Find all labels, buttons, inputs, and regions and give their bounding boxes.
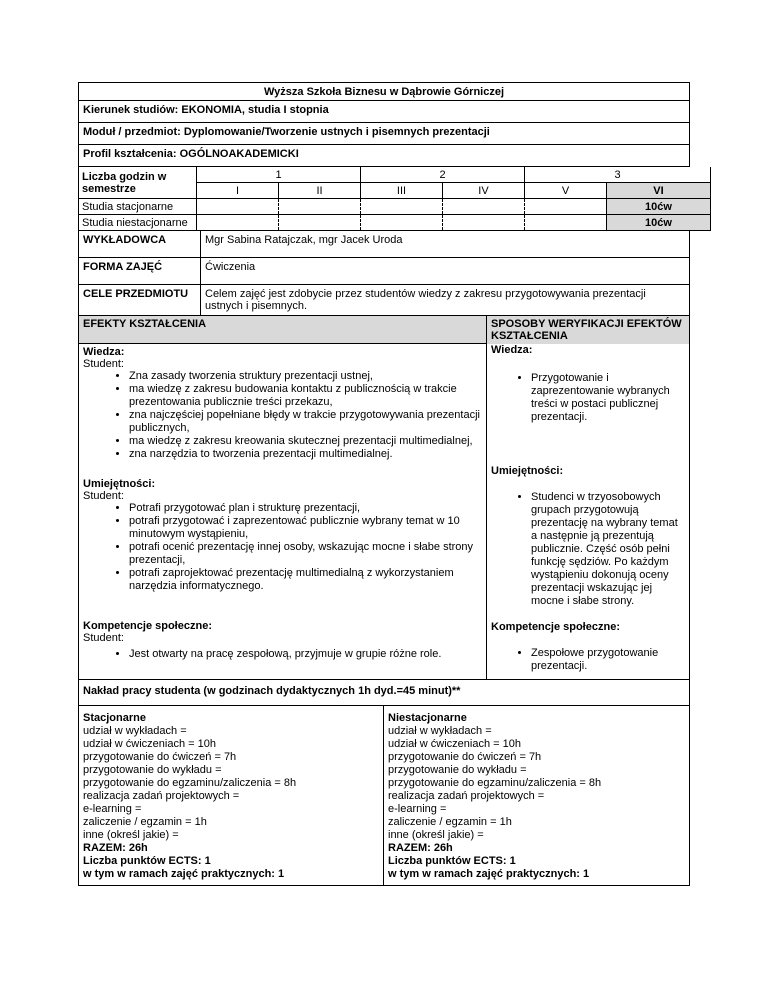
list-item: • Zespołowe przygotowanie prezentacji. <box>531 647 681 673</box>
knowledge-verify-list <box>487 372 689 424</box>
hours-label: Liczba godzin w semestrze <box>79 167 197 199</box>
list-item: • Przygotowanie i zaprezentowanie wybranych treści w postaci publicznej prezentacji. <box>531 372 681 424</box>
year-1: 1 <box>197 167 361 183</box>
cell <box>279 215 361 231</box>
list-item: • Studenci w trzyosobowych grupach przygotowują prezentację na wybrany temat a następnie ją prezentują publicznie. Część osób pełni funkcję sędziów. Po każdym wystąpieniu dokonują oceny prezentacji wskazując jej mocne i słabe strony. <box>531 491 681 608</box>
list-item: inne (określ jakie) = <box>388 829 484 841</box>
knowledge-verification <box>487 344 689 465</box>
social-verification <box>487 621 689 679</box>
knowledge-verify-title: Wiedza: <box>491 344 533 356</box>
verification-header: SPOSOBY WERYFIKACJI EFEKTÓW KSZTAŁCENIA <box>487 316 689 344</box>
form-label: FORMA ZAJĘĆ <box>79 258 201 284</box>
cell-hours-part-time: 10ćw <box>607 215 711 231</box>
effects-column <box>79 316 487 679</box>
cell <box>197 199 279 215</box>
semester-1: I <box>197 183 279 199</box>
form-value: Ćwiczenia <box>205 261 256 273</box>
list-item: zaliczenie / egzamin = 1h <box>388 816 512 828</box>
semester-3: III <box>361 183 443 199</box>
list-item: przygotowanie do egzaminu/zaliczenia = 8h <box>388 777 602 789</box>
knowledge-list <box>79 370 486 461</box>
list-item: realizacja zadań projektowych = <box>388 790 545 802</box>
list-item: • Zna zasady tworzenia struktury prezentacji ustnej, <box>129 370 486 383</box>
knowledge-section <box>79 344 486 464</box>
list-item: • Potrafi przygotować plan i strukturę prezentacji, <box>129 502 486 515</box>
workload-title: Nakład pracy studenta (w godzinach dydaktycznych 1h dyd.=45 minut)** <box>78 680 690 706</box>
table-row <box>79 199 711 215</box>
cell <box>443 199 525 215</box>
lecturer-value: Mgr Sabina Ratajczak, mgr Jacek Uroda <box>205 234 403 246</box>
goals-value: Celem zajęć jest zdobycie przez studentów wiedzy z zakresu przygotowywania prezentacji ustnych i pisemnych. <box>205 288 646 312</box>
list-item: udział w wykładach = <box>83 725 187 737</box>
workload-practical: w tym w ramach zajęć praktycznych: 1 <box>83 868 285 880</box>
semester-4: IV <box>443 183 525 199</box>
skills-title: Umiejętności: <box>83 478 156 490</box>
form-row <box>78 258 690 285</box>
year-3: 3 <box>525 167 711 183</box>
goals-label: CELE PRZEDMIOTU <box>79 285 201 315</box>
workload-column-title: Stacjonarne <box>83 712 146 724</box>
skills-verify-title: Umiejętności: <box>491 465 564 477</box>
learning-effects <box>78 316 690 680</box>
workload-practical: w tym w ramach zajęć praktycznych: 1 <box>388 868 590 880</box>
social-verify-list <box>487 647 689 673</box>
list-item: • potrafi przygotować i zaprezentować publicznie wybrany temat w 10 minutowym wystąpieniu, <box>129 515 486 541</box>
verification-column <box>487 316 689 679</box>
workload-ects: Liczba punktów ECTS: 1 <box>388 855 516 867</box>
study-profile: Profil kształcenia: OGÓLNOAKADEMICKI <box>78 145 690 167</box>
skills-list <box>79 502 486 593</box>
cell <box>443 215 525 231</box>
cell-hours-stationary: 10ćw <box>607 199 711 215</box>
workload-total: RAZEM: 26h <box>83 842 148 854</box>
field-of-study: Kierunek studiów: EKONOMIA, studia I stopnia <box>78 101 690 123</box>
list-item: przygotowanie do egzaminu/zaliczenia = 8h <box>83 777 297 789</box>
semester-hours-table <box>78 167 711 231</box>
list-item: udział w wykładach = <box>388 725 492 737</box>
workload-column-title: Niestacjonarne <box>388 712 467 724</box>
list-item: • ma wiedzę z zakresu budowania kontaktu z publicznością w trakcie prezentowania publicznie treści przekazu, <box>129 383 486 409</box>
list-item: • zna narzędzia to tworzenia prezentacji multimedialnej. <box>129 448 486 461</box>
list-item: zaliczenie / egzamin = 1h <box>83 816 207 828</box>
list-item: • potrafi zaprojektować prezentację multimedialną z wykorzystaniem narzędzia informatycznego. <box>129 567 486 593</box>
social-verify-title: Kompetencje społeczne: <box>491 621 620 633</box>
workload-ects: Liczba punktów ECTS: 1 <box>83 855 211 867</box>
lecturer-row <box>78 231 690 258</box>
social-section <box>79 620 486 678</box>
cell <box>525 199 607 215</box>
list-item: inne (określ jakie) = <box>83 829 179 841</box>
social-list <box>79 648 486 661</box>
list-item: • ma wiedzę z zakresu kreowania skutecznej prezentacji multimedialnej, <box>129 435 486 448</box>
list-item: • zna najczęściej popełniane błędy w trakcie przygotowywania prezentacji publicznych, <box>129 409 486 435</box>
cell <box>361 199 443 215</box>
social-title: Kompetencje społeczne: <box>83 620 212 632</box>
cell <box>361 215 443 231</box>
semester-5: V <box>525 183 607 199</box>
cell <box>279 199 361 215</box>
workload-part-time <box>384 706 689 885</box>
list-item: przygotowanie do wykładu = <box>388 764 527 776</box>
skills-verify-list <box>487 491 689 608</box>
list-item: udział w ćwiczeniach = 10h <box>388 738 521 750</box>
module-name: Moduł / przedmiot: Dyplomowanie/Tworzenie ustnych i pisemnych prezentacji <box>78 123 690 145</box>
year-2: 2 <box>361 167 525 183</box>
cell <box>525 215 607 231</box>
list-item: przygotowanie do wykładu = <box>83 764 222 776</box>
list-item: przygotowanie do ćwiczeń = 7h <box>388 751 542 763</box>
row-label-part-time: Studia niestacjonarne <box>79 215 197 231</box>
row-label-stationary: Studia stacjonarne <box>79 199 197 215</box>
semester-2: II <box>279 183 361 199</box>
cell <box>197 215 279 231</box>
list-item: udział w ćwiczeniach = 10h <box>83 738 216 750</box>
workload-total: RAZEM: 26h <box>388 842 453 854</box>
list-item: • Jest otwarty na pracę zespołową, przyjmuje w grupie różne role. <box>129 648 486 661</box>
skills-section <box>79 464 486 620</box>
table-row <box>79 215 711 231</box>
list-item: e-learning = <box>388 803 447 815</box>
syllabus-document <box>78 82 690 886</box>
institution-title: Wyższa Szkoła Biznesu w Dąbrowie Górniczej <box>78 82 690 101</box>
semester-6: VI <box>607 183 711 199</box>
goals-row <box>78 285 690 316</box>
student-label: Student: <box>83 490 124 502</box>
effects-header: EFEKTY KSZTAŁCENIA <box>79 316 486 344</box>
student-label: Student: <box>83 632 124 644</box>
list-item: • potrafi ocenić prezentację innej osoby, wskazując mocne i słabe strony prezentacji, <box>129 541 486 567</box>
skills-verification <box>487 465 689 621</box>
list-item: przygotowanie do ćwiczeń = 7h <box>83 751 237 763</box>
workload-table <box>78 706 690 886</box>
student-label: Student: <box>83 358 124 370</box>
knowledge-title: Wiedza: <box>83 346 125 358</box>
workload-stationary <box>79 706 384 885</box>
list-item: e-learning = <box>83 803 142 815</box>
list-item: realizacja zadań projektowych = <box>83 790 240 802</box>
lecturer-label: WYKŁADOWCA <box>79 231 201 257</box>
